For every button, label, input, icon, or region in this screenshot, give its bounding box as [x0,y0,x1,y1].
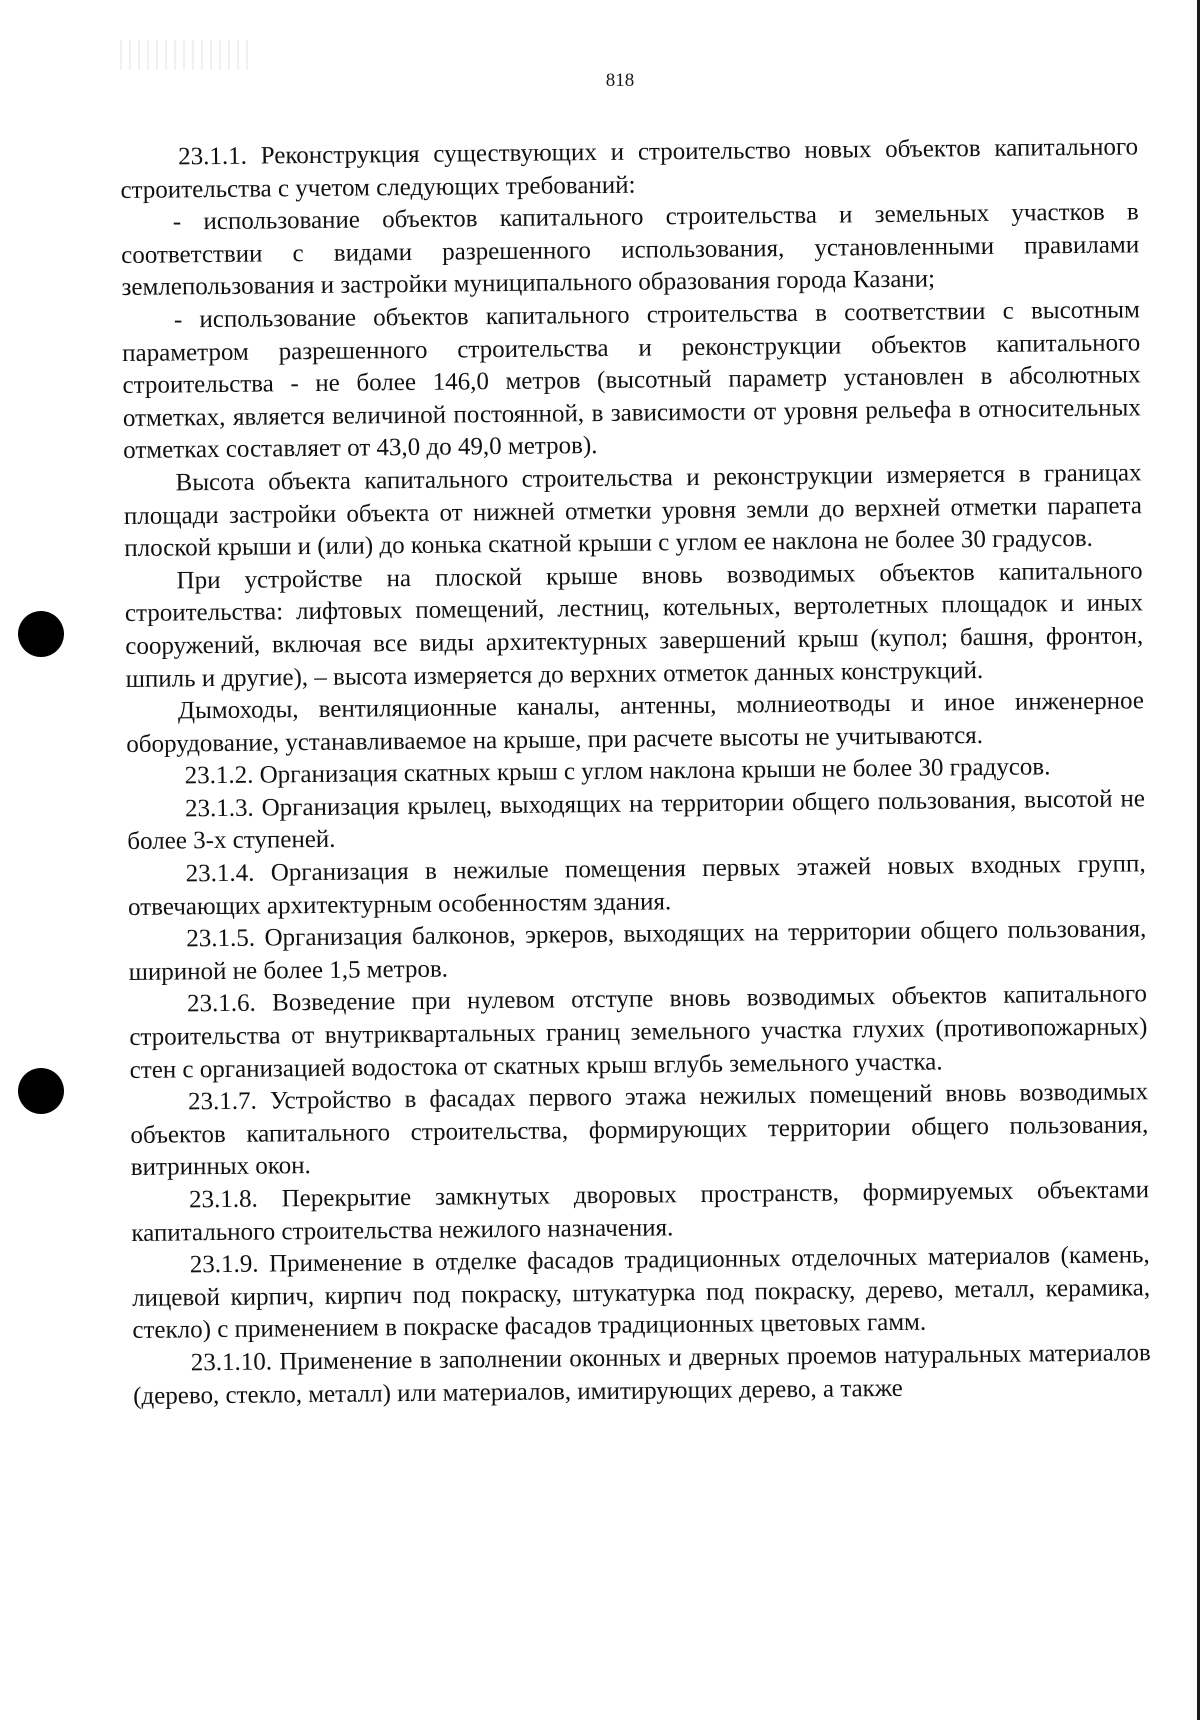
paragraph-23-1-2: 23.1.2. Организация скатных крыш с углом наклона крыши не более 30 градусов. [184,753,1051,790]
bullet-height-parameter: - использование объектов капитального строительства в соответствии с высотным параметром разрешенного строительства и реконструкции объектов капитального строительства - не более 146,0 метров (высотный параметр установлен в абсолютных отметках, является величиной постоянной, в зависимости от уровня рельефа в относительных отметках составляет от 43,0 до 49,0 метров). [122,296,1141,465]
paragraph-23-1-4: 23.1.4. Организация в нежилые помещения первых этажей новых входных групп, отвечающих архитектурным особенностям здания. [127,850,1146,921]
paragraph-23-1-6: 23.1.6. Возведение при нулевом отступе вновь возводимых объектов капитального строительства от внутриквартальных границ земельного участка глухих (противопожарных) стен с организацией водостока от скатных крыш вглубь земельного участка. [129,980,1148,1084]
paragraph-23-1-1: 23.1.1. Реконструкция существующих и строительство новых объектов капитального строительства с учетом следующих требований: [120,133,1139,204]
punch-hole-top [18,611,64,657]
bullet-land-use: - использование объектов капитального строительства и земельных участков в соответствии с видами разрешенного использования, установленными правилами землепользования и застройки муниципального образования города Казани; [121,198,1140,302]
page-number: 818 [605,70,635,91]
paragraph-roof-equipment: Дымоходы, вентиляционные каналы, антенны, молниеотводы и иное инженерное оборудование, устанавливаемое на крыше, при расчете высоты не учитываются. [126,687,1145,758]
scan-artifact [120,40,250,70]
punch-hole-bottom [18,1068,64,1114]
paragraph-23-1-8: 23.1.8. Перекрытие замкнутых дворовых пространств, формируемых объектами капитального строительства нежилого назначения. [131,1176,1150,1247]
paragraph-23-1-9: 23.1.9. Применение в отделке фасадов традиционных отделочных материалов (камень, лицевой кирпич, кирпич под покраску, штукатурка под покраску, дерево, металл, керамика, стекло) с применением в покраске фасадов традиционных цветовых гамм. [131,1241,1151,1345]
document-body [120,131,1151,1413]
paragraph-height-measurement: Высота объекта капитального строительства и реконструкции измеряется в границах площади застройки объекта от нижней отметки уровня земли до верхней отметки парапета плоской крыши и (или) до конька скатной крыши с углом ее наклона не более 30 градусов. [123,459,1143,563]
paragraph-roof-structures: При устройстве на плоской крыше вновь возводимых объектов капитального строительства: лифтовых помещений, лестниц, котельных, вертолетных площадок и иных сооружений, включая все виды архитектурных завершений крыш (купол; башня, фронтон, шпиль и другие), – высота измеряется до верхних отметок данных конструкций. [124,557,1144,693]
paragraph-23-1-7: 23.1.7. Устройство в фасадах первого этажа нежилых помещений вновь возводимых объектов капитального строительства, формирующих территории общего пользования, витринных окон. [130,1078,1149,1182]
paragraph-23-1-3: 23.1.3. Организация крылец, выходящих на территории общего пользования, высотой не более 3-х ступеней. [127,785,1146,856]
paragraph-23-1-5: 23.1.5. Организация балконов, эркеров, выходящих на территории общего пользования, шириной не более 1,5 метров. [128,915,1147,986]
paragraph-23-1-10: 23.1.10. Применение в заполнении оконных и дверных проемов натуральных материалов (дерево, стекло, металл) или материалов, имитирующих дерево, а также [132,1339,1151,1410]
